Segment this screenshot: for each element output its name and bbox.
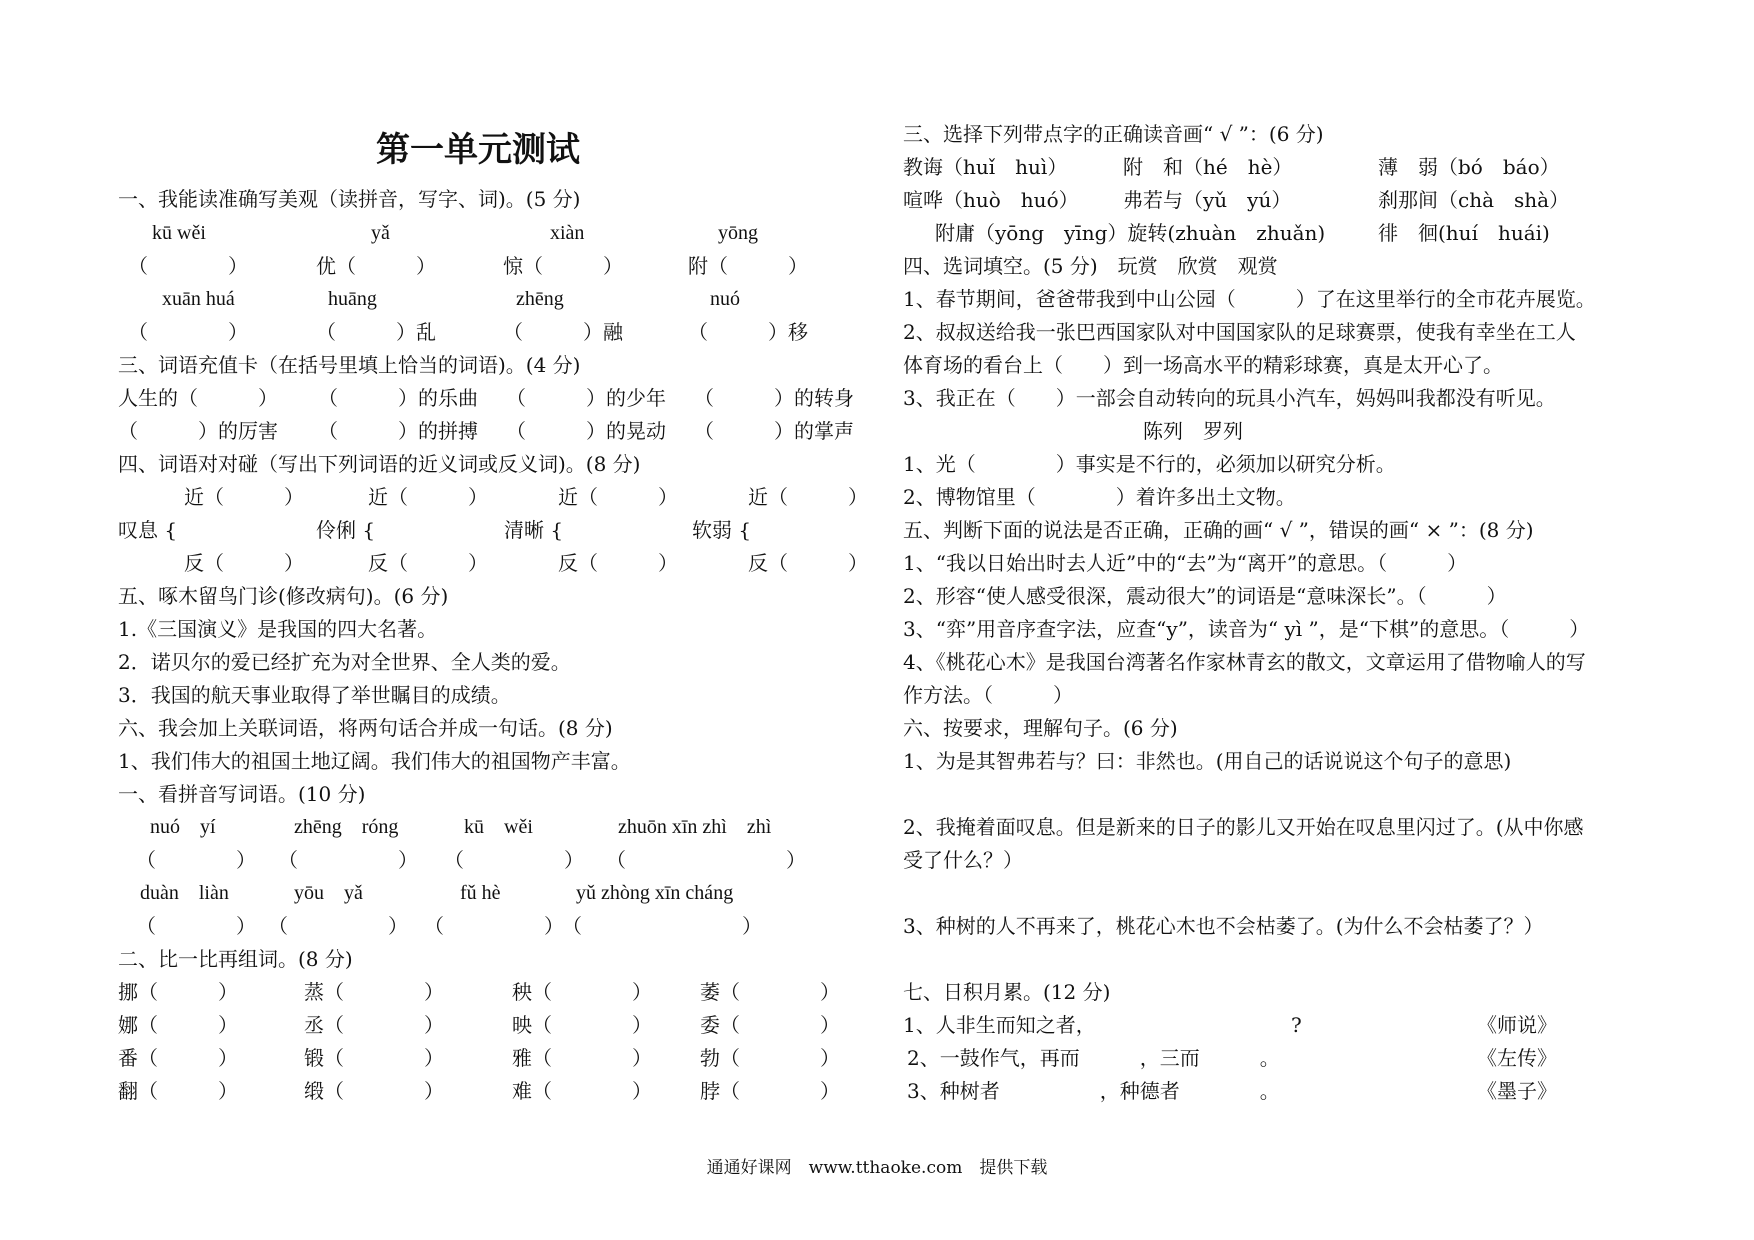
- fill-item[interactable]: （ ）的晃动: [506, 419, 666, 443]
- compare-item[interactable]: 难（ ）: [512, 1079, 652, 1103]
- section-heading: 三、选择下列带点字的正确读音画“ √ ”：(6 分): [903, 122, 1324, 146]
- answer-blank[interactable]: （ ）: [128, 320, 248, 344]
- question-item: 1、我们伟大的祖国土地辽阔。我们伟大的祖国物产丰富。: [118, 749, 631, 773]
- antonym-blank[interactable]: 反（ ）: [748, 551, 868, 575]
- pinyin: yōu yǎ: [294, 882, 363, 904]
- synonym-blank[interactable]: 近（ ）: [368, 485, 488, 509]
- answer-blank[interactable]: （ ）: [128, 254, 248, 278]
- question-item: 3、“弈”用音序查字法，应查“y”，读音为“ yì ”，是“下棋”的意思。（ ）: [903, 617, 1590, 641]
- answer-blank[interactable]: （ ）: [606, 848, 806, 872]
- section-heading: 七、日积月累。(12 分): [903, 980, 1111, 1004]
- synonym-blank[interactable]: 近（ ）: [558, 485, 678, 509]
- section-heading: 二、比一比再组词。(8 分): [118, 947, 353, 971]
- pinyin: fǔ hè: [460, 882, 501, 904]
- reading-choice[interactable]: 徘 徊(huí huái): [1378, 221, 1550, 245]
- fill-item[interactable]: （ ）的掌声: [694, 419, 854, 443]
- answer-blank[interactable]: 优（ ）: [316, 254, 436, 278]
- section-heading: 四、选词填空。(5 分) 玩赏 欣赏 观赏: [903, 254, 1278, 278]
- quote-line[interactable]: 2、一鼓作气，再而 ，三而 。: [907, 1046, 1280, 1070]
- section-heading: 一、我能读准确写美观（读拼音，写字、词)。(5 分): [118, 187, 581, 211]
- answer-blank[interactable]: （ ）: [268, 914, 408, 938]
- quote-line[interactable]: 1、人非生而知之者，: [903, 1013, 1096, 1037]
- pinyin: xuān huá: [162, 288, 235, 310]
- answer-blank[interactable]: （ ）: [136, 848, 256, 872]
- fill-item[interactable]: （ ）的厉害: [118, 419, 278, 443]
- reading-choice[interactable]: 喧哗（huò huó）: [903, 188, 1079, 212]
- page-title: 第一单元测试: [376, 130, 580, 170]
- question-item: 1、“我以日始出时去人近”中的“去”为“离开”的意思。（ ）: [903, 551, 1468, 575]
- section-heading: 四、词语对对碰（写出下列词语的近义词或反义词)。(8 分): [118, 452, 641, 476]
- pinyin: yǎ: [371, 222, 390, 244]
- synonym-blank[interactable]: 近（ ）: [184, 485, 304, 509]
- answer-blank[interactable]: 附（ ）: [688, 254, 808, 278]
- compare-item[interactable]: 委（ ）: [700, 1013, 840, 1037]
- pinyin: kū wěi: [464, 816, 533, 838]
- compare-item[interactable]: 勃（ ）: [700, 1046, 840, 1070]
- antonym-blank[interactable]: 反（ ）: [368, 551, 488, 575]
- answer-blank[interactable]: （ ）乱: [316, 320, 436, 344]
- question-item: 作方法。（ ）: [903, 683, 1073, 707]
- question-item: 2、我掩着面叹息。但是新来的日子的影儿又开始在叹息里闪过了。(从中你感: [903, 815, 1584, 839]
- antonym-blank[interactable]: 反（ ）: [184, 551, 304, 575]
- pinyin: duàn liàn: [140, 882, 229, 904]
- fill-item[interactable]: （ ）的少年: [506, 386, 666, 410]
- question-item: 2．诺贝尔的爱已经扩充为对全世界、全人类的爱。: [118, 650, 571, 674]
- compare-item[interactable]: 雅（ ）: [512, 1046, 652, 1070]
- question-item: 1、春节期间，爸爸带我到中山公园（ ）了在这里举行的全市花卉展览。: [903, 287, 1596, 311]
- reading-choice[interactable]: 薄 弱（bó báo）: [1378, 155, 1560, 179]
- answer-blank[interactable]: 惊（ ）: [503, 254, 623, 278]
- compare-item[interactable]: 娜（ ）: [118, 1013, 238, 1037]
- pinyin: zhēng róng: [294, 816, 399, 838]
- pinyin: kū wěi: [152, 222, 206, 244]
- quote-source: 《左传》: [1477, 1046, 1557, 1070]
- section-heading: 五、啄木留鸟门诊(修改病句)。(6 分): [118, 584, 449, 608]
- compare-item[interactable]: 映（ ）: [512, 1013, 652, 1037]
- word-label: 叹息 {: [118, 518, 178, 542]
- compare-item[interactable]: 脖（ ）: [700, 1079, 840, 1103]
- quote-line[interactable]: 3、种树者 ，种德者 。: [907, 1079, 1280, 1103]
- pinyin: yǔ zhòng xīn cháng: [576, 882, 734, 904]
- answer-blank[interactable]: （ ）: [278, 848, 418, 872]
- question-item: 3、我正在（ ）一部会自动转向的玩具小汽车，妈妈叫我都没有听见。: [903, 386, 1556, 410]
- pinyin: zhuōn xīn zhì zhì: [618, 816, 772, 838]
- word-label: 伶俐 {: [316, 518, 376, 542]
- answer-blank[interactable]: （ ）: [444, 848, 584, 872]
- word-label: 清晰 {: [504, 518, 564, 542]
- question-item: 1、为是其智弗若与？曰：非然也。(用自己的话说说这个句子的意思): [903, 749, 1512, 773]
- answer-blank[interactable]: （ ）融: [503, 320, 623, 344]
- section-heading: 六、按要求，理解句子。(6 分): [903, 716, 1178, 740]
- section-heading: 三、词语充值卡（在括号里填上恰当的词语)。(4 分): [118, 353, 581, 377]
- synonym-blank[interactable]: 近（ ）: [748, 485, 868, 509]
- question-item: 3、种树的人不再来了，桃花心木也不会枯萎了。(为什么不会枯萎了？）: [903, 914, 1544, 938]
- fill-item[interactable]: 人生的（ ）: [118, 386, 278, 410]
- answer-blank[interactable]: （ ）: [562, 914, 762, 938]
- quote-source: 《墨子》: [1477, 1079, 1557, 1103]
- pinyin: xiàn: [550, 222, 585, 244]
- word-choices: 陈列 罗列: [1143, 419, 1243, 443]
- pinyin: huāng: [328, 288, 377, 310]
- answer-blank[interactable]: （ ）: [424, 914, 564, 938]
- section-heading: 一、看拼音写词语。(10 分): [118, 782, 366, 806]
- compare-item[interactable]: 缎（ ）: [304, 1079, 444, 1103]
- pinyin: zhēng: [516, 288, 564, 310]
- compare-item[interactable]: 锻（ ）: [304, 1046, 444, 1070]
- pinyin: yōng: [718, 222, 758, 244]
- pinyin: nuó: [710, 288, 740, 310]
- question-item: 受了什么？）: [903, 848, 1023, 872]
- section-heading: 六、我会加上关联词语，将两句话合并成一句话。(8 分): [118, 716, 613, 740]
- reading-choice[interactable]: 附庸（yōng yīng）旋转(zhuàn zhuǎn): [935, 221, 1326, 245]
- question-item: 4、《桃花心木》是我国台湾著名作家林青玄的散文，文章运用了借物喻人的写: [903, 650, 1586, 674]
- question-item: 1、光（ ）事实是不行的，必须加以研究分析。: [903, 452, 1396, 476]
- compare-item[interactable]: 蒸（ ）: [304, 980, 444, 1004]
- question-item: 2、形容“使人感受很深，震动很大”的词语是“意味深长”。（ ）: [903, 584, 1507, 608]
- compare-item[interactable]: 丞（ ）: [304, 1013, 444, 1037]
- pinyin: nuó yí: [150, 816, 216, 838]
- compare-item[interactable]: 番（ ）: [118, 1046, 238, 1070]
- question-item: 1.《三国演义》是我国的四大名著。: [118, 617, 438, 641]
- quote-end-mark: ?: [1291, 1013, 1302, 1037]
- compare-item[interactable]: 秧（ ）: [512, 980, 652, 1004]
- fill-item[interactable]: （ ）的乐曲: [318, 386, 478, 410]
- question-item: 体育场的看台上（ ）到一场高水平的精彩球赛，真是太开心了。: [903, 353, 1503, 377]
- reading-choice[interactable]: 附 和（hé hè）: [1123, 155, 1293, 179]
- antonym-blank[interactable]: 反（ ）: [558, 551, 678, 575]
- reading-choice[interactable]: 教诲（huǐ huì）: [903, 155, 1068, 179]
- answer-blank[interactable]: （ ）移: [688, 320, 808, 344]
- question-item: 2、博物馆里（ ）着许多出土文物。: [903, 485, 1296, 509]
- page-footer: 通通好课网 www.tthaoke.com 提供下载: [706, 1158, 1048, 1178]
- answer-blank[interactable]: （ ）: [136, 914, 256, 938]
- word-label: 软弱 {: [692, 518, 752, 542]
- question-item: 3．我国的航天事业取得了举世瞩目的成绩。: [118, 683, 511, 707]
- section-heading: 五、判断下面的说法是否正确，正确的画“ √ ”，错误的画“ × ”：(8 分): [903, 518, 1534, 542]
- compare-item[interactable]: 萎（ ）: [700, 980, 840, 1004]
- compare-item[interactable]: 翻（ ）: [118, 1079, 238, 1103]
- fill-item[interactable]: （ ）的拼搏: [318, 419, 478, 443]
- reading-choice[interactable]: 刹那间（chà shà）: [1378, 188, 1570, 212]
- quote-source: 《师说》: [1477, 1013, 1557, 1037]
- compare-item[interactable]: 挪（ ）: [118, 980, 238, 1004]
- fill-item[interactable]: （ ）的转身: [694, 386, 854, 410]
- question-item: 2、叔叔送给我一张巴西国家队对中国国家队的足球赛票，使我有幸坐在工人: [903, 320, 1576, 344]
- reading-choice[interactable]: 弗若与（yǔ yú）: [1123, 188, 1292, 212]
